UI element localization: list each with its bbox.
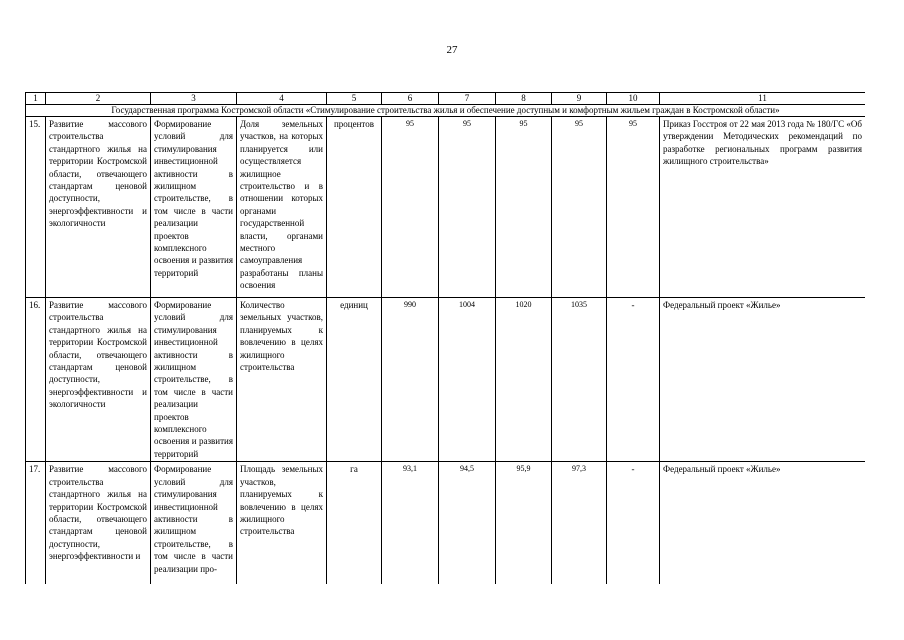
table-row: [26, 117, 866, 298]
indicator-cell: Количество земельных участков, планируемых к вовлечению в целях жилищного строительства: [237, 298, 327, 462]
header-cell: 6: [382, 93, 439, 105]
page-number: 27: [446, 44, 458, 56]
task-cell: Формирование условий для стимулирования инвестиционной активности в жилищном строительстве, в том числе в части реализации про-: [151, 462, 237, 584]
task-cell: Формирование условий для стимулирования инвестиционной активности в жилищном строительстве, в том числе в части реализации проектов комплексного освоения и развития территорий: [151, 298, 237, 462]
value-cell-7: 1004: [439, 298, 496, 462]
header-cell: 3: [151, 93, 237, 105]
value-cell-6: 990: [382, 298, 439, 462]
goal-cell: Развитие массового строительства стандартного жилья на территории Костромской области, отвечающего стандартам ценовой доступности, энергоэффективности и экологичности: [46, 117, 151, 298]
header-cell: 7: [439, 93, 496, 105]
source-cell: Приказ Госстроя от 22 мая 2013 года № 180/ГС «Об утверждении Методических рекомендаций по разработке региональных программ развития жилищного строительства»: [660, 117, 866, 298]
value-cell-10: 95: [607, 117, 660, 298]
table-container: [25, 92, 865, 584]
source-cell: Федеральный проект «Жилье»: [660, 298, 866, 462]
indicator-cell: Площадь земельных участков, планируемых к вовлечению в целях жилищного строительства: [237, 462, 327, 584]
header-row: [26, 93, 866, 105]
value-cell-8: 1020: [496, 298, 552, 462]
header-cell: 5: [327, 93, 382, 105]
header-cell: 10: [607, 93, 660, 105]
unit-cell: процентов: [327, 117, 382, 298]
header-cell: 11: [660, 93, 866, 105]
value-cell-9: 97,3: [552, 462, 607, 584]
goal-cell: Развитие массового строительства стандартного жилья на территории Костромской области, отвечающего стандартам ценовой доступности, энергоэффективности и: [46, 462, 151, 584]
value-cell-9: 95: [552, 117, 607, 298]
value-cell-6: 93,1: [382, 462, 439, 584]
value-cell-7: 94,5: [439, 462, 496, 584]
unit-cell: га: [327, 462, 382, 584]
value-cell-8: 95: [496, 117, 552, 298]
value-cell-7: 95: [439, 117, 496, 298]
header-cell: 2: [46, 93, 151, 105]
row-number: 17.: [26, 462, 46, 584]
header-cell: 9: [552, 93, 607, 105]
row-number: 16.: [26, 298, 46, 462]
unit-cell: единиц: [327, 298, 382, 462]
indicator-cell: Доля земельных участков, на которых планируется или осуществляется жилищное строительство и в отношении которых органами государственной власти, органами местного самоуправления разработаны планы освоения: [237, 117, 327, 298]
value-cell-9: 1035: [552, 298, 607, 462]
table-row: [26, 462, 866, 584]
value-cell-8: 95,9: [496, 462, 552, 584]
value-cell-6: 95: [382, 117, 439, 298]
source-cell: Федеральный проект «Жилье»: [660, 462, 866, 584]
row-number: 15.: [26, 117, 46, 298]
task-cell: Формирование условий для стимулирования инвестиционной активности в жилищном строительстве, в том числе в части реализации проектов комплексного освоения и развития территорий: [151, 117, 237, 298]
program-title: Государственная программа Костромской области «Стимулирование строительства жилья и обеспечение доступным и комфортным жильем граждан в Костромской области»: [26, 105, 866, 117]
header-cell: 8: [496, 93, 552, 105]
value-cell-10: -: [607, 462, 660, 584]
goal-cell: Развитие массового строительства стандартного жилья на территории Костромской области, отвечающего стандартам ценовой доступности, энергоэффективности и экологичности: [46, 298, 151, 462]
value-cell-10: -: [607, 298, 660, 462]
indicators-table: [25, 92, 865, 584]
table-row: [26, 298, 866, 462]
header-cell: 4: [237, 93, 327, 105]
program-title-row: [26, 105, 866, 117]
header-cell: 1: [26, 93, 46, 105]
